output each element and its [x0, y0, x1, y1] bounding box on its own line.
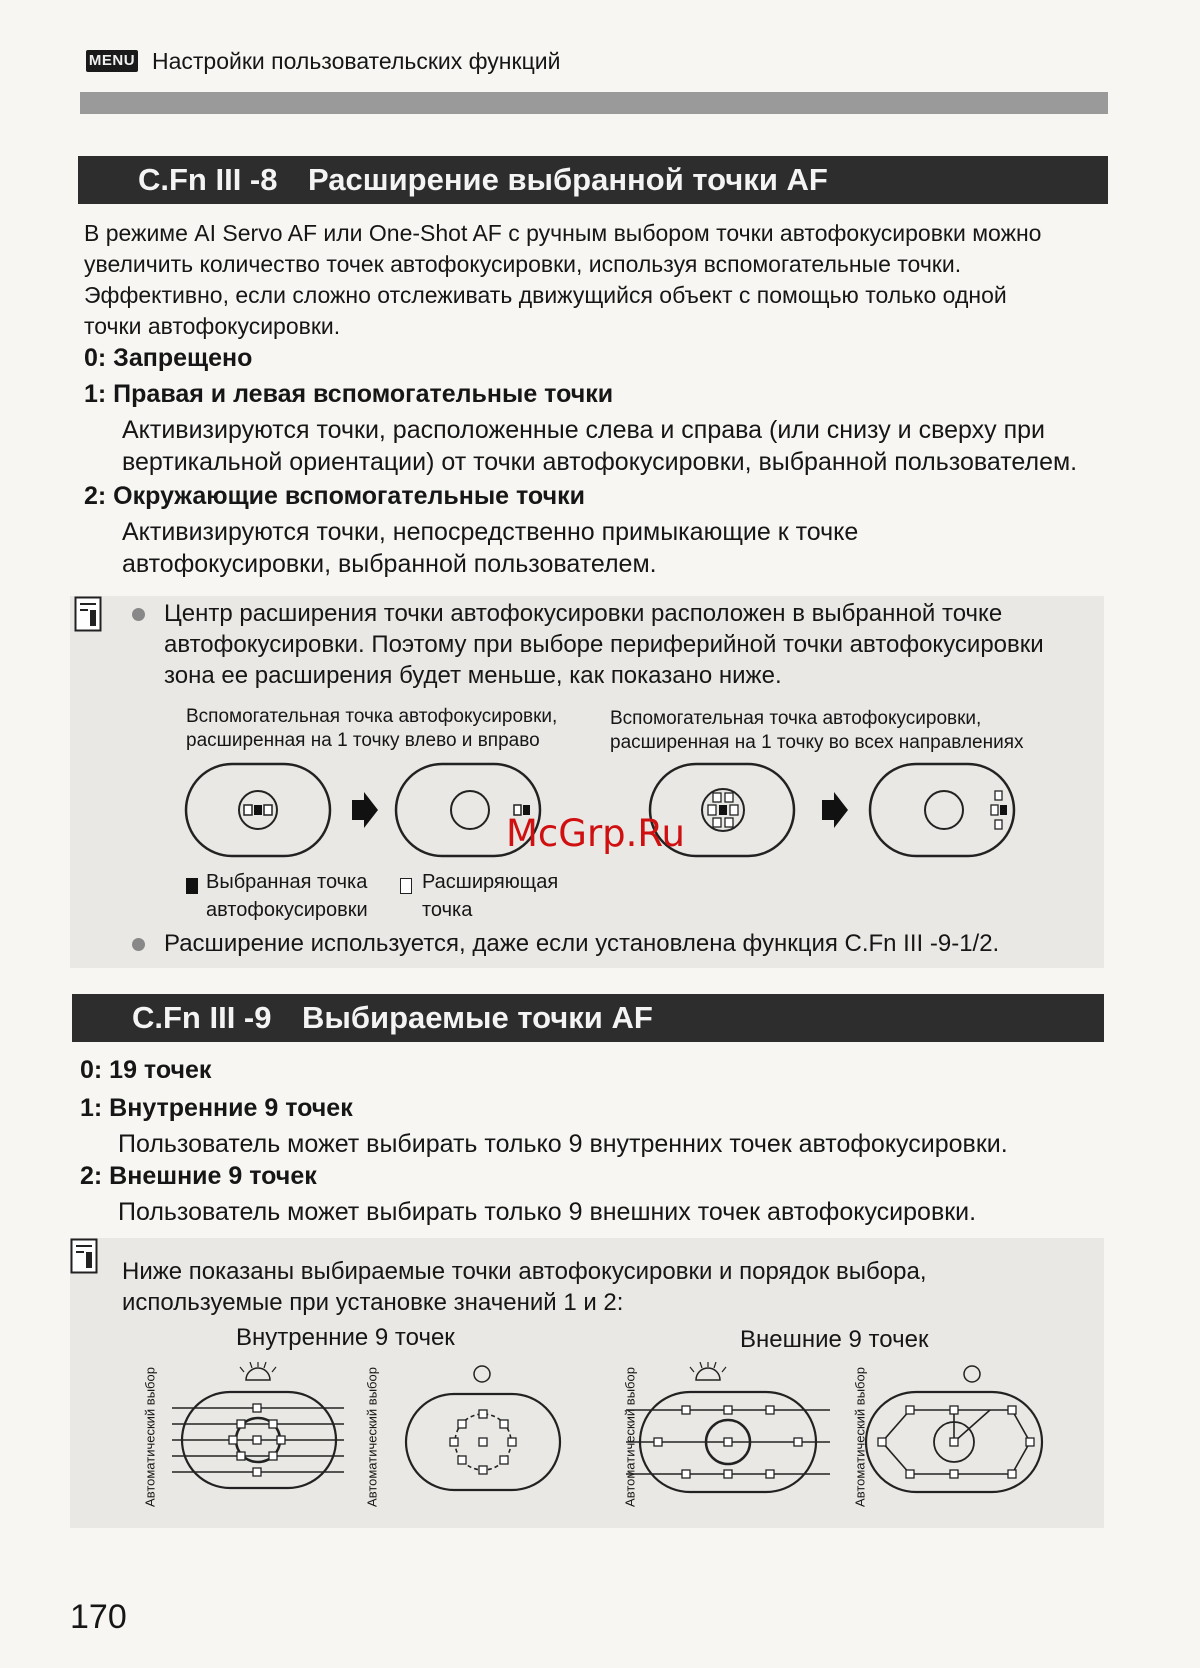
section-intro — [84, 218, 1114, 342]
expanding-point — [730, 805, 738, 815]
note-icon — [70, 1238, 98, 1274]
note-bullet-text: Расширение используется, даже если установлена функция C.Fn III -9-1/2. — [164, 930, 1000, 957]
dial-icon — [240, 1362, 276, 1380]
diagram-caption-left — [186, 705, 557, 753]
section-heading-cfn-iii-9 — [72, 994, 1104, 1042]
section-code: C.Fn III -8 — [138, 162, 278, 197]
diagram-caption-right — [610, 707, 1024, 755]
selected-point-legend-icon — [186, 878, 198, 894]
intro-line: В режиме AI Servo AF или One-Shot AF с ручным выбором точки автофокусировки можно — [84, 220, 1042, 246]
header-divider — [80, 92, 1108, 114]
caption-line: расширенная на 1 точку влево и вправо — [186, 730, 540, 751]
selected-point — [1000, 805, 1007, 815]
option-label: 1: Правая и левая вспомогательные точки — [84, 380, 614, 408]
auto-select-label: Автоматический выбор — [852, 1367, 868, 1507]
note-line: автофокусировки. Поэтому при выборе периферийной точки автофокусировки — [164, 631, 1044, 658]
arrow-right-icon — [352, 792, 378, 828]
expanding-point — [708, 805, 716, 815]
expanding-point — [264, 805, 272, 815]
option-description — [122, 516, 858, 580]
dial-icon — [690, 1362, 726, 1380]
note-line: Центр расширения точки автофокусировки расположен в выбранной точке — [164, 600, 1003, 627]
button-icon — [474, 1366, 490, 1382]
inner-9-label: Внутренние 9 точек — [236, 1324, 455, 1351]
caption-line: Вспомогательная точка автофокусировки, — [186, 706, 558, 727]
desc-line: Активизируются точки, расположенные слева и справа (или снизу и сверху при — [122, 416, 1045, 444]
button-icon — [964, 1366, 980, 1382]
intro-line: точки автофокусировки. — [84, 313, 341, 339]
expanding-point — [725, 818, 733, 827]
auto-select-label: Автоматический выбор — [142, 1367, 158, 1507]
section-title: Выбираемые точки AF — [302, 1000, 653, 1035]
expanding-point — [995, 791, 1002, 800]
desc-line: Активизируются точки, непосредственно примыкающие к точке — [122, 518, 859, 546]
note-line: используемые при установке значений 1 и 2: — [122, 1289, 624, 1316]
note-text — [122, 1256, 927, 1318]
expanding-point — [725, 793, 733, 802]
legend-selected — [206, 868, 368, 924]
legend-line: точка — [422, 899, 473, 921]
bullet-icon — [132, 608, 145, 621]
note-icon — [74, 596, 102, 632]
arrow-right-icon — [822, 792, 848, 828]
legend-line: Выбранная точка — [206, 871, 368, 893]
option-label: 2: Окружающие вспомогательные точки — [84, 482, 585, 510]
desc-line: автофокусировки, выбранной пользователем. — [122, 550, 657, 578]
option-description: Пользователь может выбирать только 9 внешних точек автофокусировки. — [118, 1198, 977, 1226]
option-description — [122, 414, 1077, 478]
caption-line: Вспомогательная точка автофокусировки, — [610, 708, 982, 729]
menu-badge: MENU — [86, 50, 138, 72]
watermark: McGrp.Ru — [506, 812, 685, 855]
expanding-point-legend-icon — [400, 878, 412, 894]
auto-select-label: Автоматический выбор — [364, 1367, 380, 1507]
bullet-icon — [132, 938, 145, 951]
note-line: Ниже показаны выбираемые точки автофокусировки и порядок выбора, — [122, 1258, 927, 1285]
center-circle — [925, 791, 963, 829]
section-code: C.Fn III -9 — [132, 1000, 272, 1035]
page-number: 170 — [70, 1598, 127, 1636]
center-circle — [451, 791, 489, 829]
section-title: Расширение выбранной точки AF — [308, 162, 828, 197]
selected-point — [719, 805, 727, 815]
note-line: зона ее расширения будет меньше, как показано ниже. — [164, 662, 782, 689]
note-bullet-text — [164, 598, 1044, 691]
expanding-point — [713, 793, 721, 802]
page-header-title: Настройки пользовательских функций — [152, 48, 561, 74]
option-label: 1: Внутренние 9 точек — [80, 1094, 353, 1122]
auto-select-label-wrap — [140, 1362, 160, 1512]
selected-point — [254, 805, 262, 815]
section-heading-cfn-iii-8 — [78, 156, 1108, 204]
desc-line: вертикальной ориентации) от точки автофокусировки, выбранной пользователем. — [122, 448, 1078, 476]
outer-9-label: Внешние 9 точек — [740, 1326, 929, 1353]
legend-line: автофокусировки — [206, 899, 368, 921]
option-label: 0: 19 точек — [80, 1056, 212, 1084]
expanding-point — [244, 805, 252, 815]
option-label: 2: Внешние 9 точек — [80, 1162, 317, 1190]
expanding-point — [995, 820, 1002, 829]
intro-line: Эффективно, если сложно отслеживать движущийся объект с помощью только одной — [84, 282, 1007, 308]
expanding-point — [713, 818, 721, 827]
option-label: 0: Запрещено — [84, 344, 253, 372]
expanding-point — [991, 805, 998, 815]
intro-line: увеличить количество точек автофокусировки, используя вспомогательные точки. — [84, 251, 962, 277]
legend-expanding — [422, 868, 558, 924]
legend-line: Расширяющая — [422, 871, 559, 893]
selectable-af-points-diagram — [160, 1362, 1060, 1512]
selection-order-path — [954, 1410, 990, 1442]
option-description: Пользователь может выбирать только 9 внутренних точек автофокусировки. — [118, 1130, 1008, 1158]
caption-line: расширенная на 1 точку во всех направлениях — [610, 732, 1024, 753]
auto-select-label: Автоматический выбор — [622, 1367, 638, 1507]
